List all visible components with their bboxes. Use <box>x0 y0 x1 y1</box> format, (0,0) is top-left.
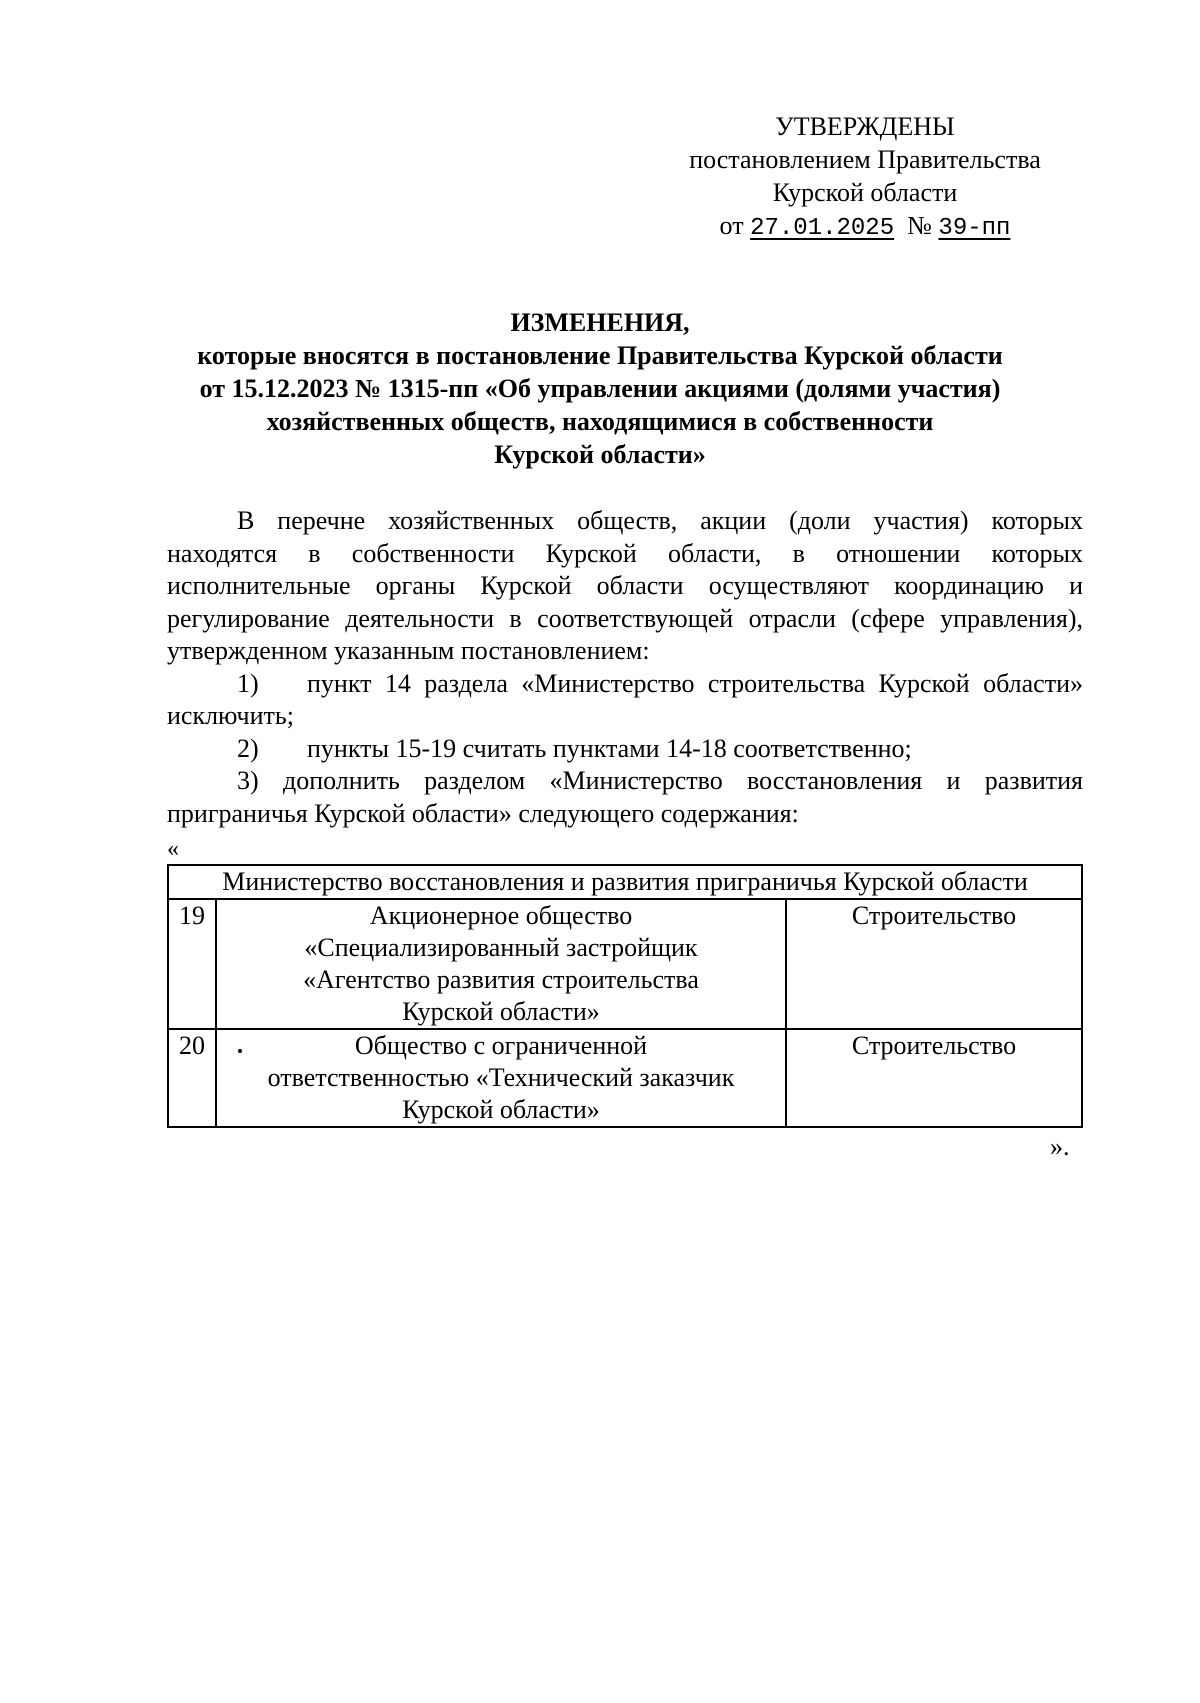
document-heading <box>150 306 1050 471</box>
industry-sphere: Строительство <box>786 1029 1082 1127</box>
list-item <box>167 668 1083 733</box>
table-row <box>168 899 1082 1029</box>
row-number: 19 <box>168 899 216 1029</box>
company-name-line: «Специализированный застройщик <box>304 933 698 962</box>
list-item-text: пункт 14 раздела «Министерство строительства Курской области» исключить; <box>167 668 1083 730</box>
ministry-table <box>167 864 1083 1128</box>
table-section-row <box>168 865 1082 899</box>
approval-line-2: Курской области <box>772 178 958 207</box>
approval-title: УТВЕРЖДЕНЫ <box>775 112 955 141</box>
company-name-line: Курской области» <box>402 1095 600 1124</box>
row-number: 20 <box>168 1029 216 1127</box>
heading-line-1: ИЗМЕНЕНИЯ, <box>510 308 690 337</box>
approval-number-sign: № <box>907 211 932 240</box>
scan-speck <box>238 1049 242 1053</box>
heading-line-2: которые вносятся в постановление Правительства Курской области <box>197 341 1003 370</box>
company-name-line: ответственностью «Технический заказчик <box>267 1063 735 1092</box>
approval-date: 27.01.2025 <box>750 215 895 242</box>
list-item <box>167 733 1083 766</box>
company-name-line: Курской области» <box>402 997 600 1026</box>
list-item-number: 1) <box>237 668 259 698</box>
list-item-text: пункты 15-19 считать пунктами 14-18 соответственно; <box>307 733 912 763</box>
document-body <box>167 505 1083 830</box>
approval-date-line <box>640 209 1090 245</box>
company-name <box>216 1029 786 1127</box>
approval-number: 39-пп <box>938 215 1011 242</box>
approval-date-prefix: от <box>719 211 744 240</box>
approval-block <box>640 110 1090 245</box>
company-name <box>216 899 786 1029</box>
list-item-text: дополнить разделом «Министерство восстановления и развития приграничья Курской области» следующего содержания: <box>167 766 1084 828</box>
heading-line-4: хозяйственных обществ, находящимися в собственности <box>266 407 934 436</box>
intro-paragraph: В перечне хозяйственных обществ, акции (доли участия) которых находятся в собственности Курской области, в отношении которых исполнительные органы Курской области осуществляют координацию и регулирование деятельности в соответствующей отрасли (сфере управления), утвержденном указанным постановлением: <box>167 506 1083 665</box>
company-name-line: Акционерное общество <box>369 901 633 930</box>
list-item <box>167 765 1083 830</box>
opening-quote: « <box>167 836 179 862</box>
company-name-line: «Агентство развития строительства <box>303 965 699 994</box>
heading-line-5: Курской области» <box>494 440 706 469</box>
closing-quote: ». <box>1050 1132 1070 1161</box>
approval-line-1: постановлением Правительства <box>689 145 1041 174</box>
heading-line-3: от 15.12.2023 № 1315-пп «Об управлении акциями (долями участия) <box>199 374 1001 403</box>
table-section-title: Министерство восстановления и развития приграничья Курской области <box>168 865 1082 899</box>
list-item-number: 2) <box>237 733 259 763</box>
list-item-number: 3) <box>237 766 259 795</box>
table-row <box>168 1029 1082 1127</box>
industry-sphere: Строительство <box>786 899 1082 1029</box>
company-name-line: Общество с ограниченной <box>354 1031 648 1060</box>
